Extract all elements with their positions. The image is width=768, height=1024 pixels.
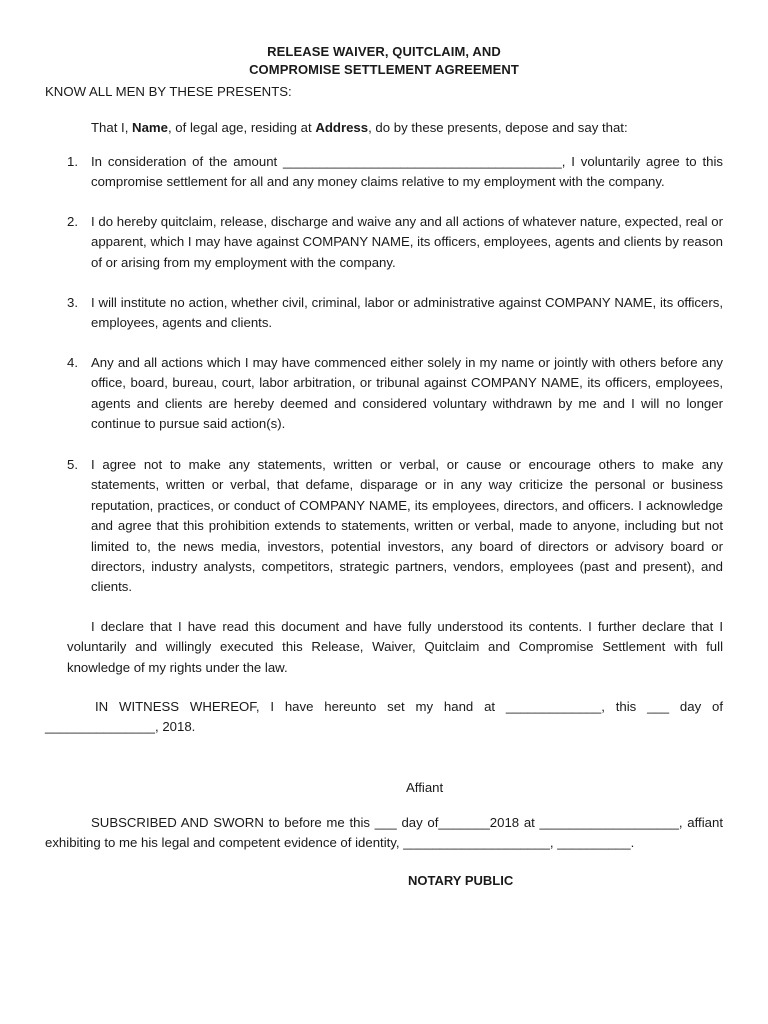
know-all-heading: KNOW ALL MEN BY THESE PRESENTS:: [45, 84, 292, 99]
intro-text-2: , of legal age, residing at: [167, 120, 316, 135]
clause-2: [67, 212, 723, 273]
clause-text: In consideration of the amount ______________________________________, I voluntarily agree to this compromise settlement for all and any money claims relative to my employment with the company.: [91, 154, 723, 190]
clause-number: 4.: [67, 355, 78, 370]
clause-5: [67, 455, 723, 598]
intro-name: Name: [132, 120, 168, 135]
intro-address: Address: [315, 120, 369, 135]
clause-4: [67, 353, 723, 435]
clause-text: I will institute no action, whether civil, criminal, labor or administrative against COMPANY NAME, its officers, employees, agents and clients.: [91, 295, 723, 331]
document-title-line1: RELEASE WAIVER, QUITCLAIM, AND: [267, 44, 501, 59]
intro-text-3: , do by these presents, depose and say that:: [368, 120, 628, 135]
document-title-line2: COMPROMISE SETTLEMENT AGREEMENT: [249, 62, 519, 77]
affiant-label: Affiant: [406, 780, 444, 795]
clause-text: I do hereby quitclaim, release, discharge and waive any and all actions of whatever nature, expected, real or apparent, which I may have against COMPANY NAME, its officers, employees, agents and clients by reason of or arising from my employment with the company.: [91, 214, 723, 270]
intro-text-1: That I,: [91, 120, 133, 135]
clause-number: 2.: [67, 214, 78, 229]
intro-paragraph: [91, 118, 731, 138]
clause-number: 3.: [67, 295, 78, 310]
clause-text: I agree not to make any statements, written or verbal, or cause or encourage others to make any statements, written or verbal, that defame, disparage or in any way criticize the personal or business reputation, practices, or conduct of COMPANY NAME, its employees, directors, and officers. I acknowledge and agree that this prohibition extends to statements, written or verbal, made to anyone, including but not limited to, the news media, investors, potential investors, any board of directors or advisory board or directors, industry analysts, competitors, strategic partners, vendors, employees (past and present), and clients.: [91, 457, 723, 595]
notary-public-label: NOTARY PUBLIC: [408, 873, 514, 888]
clause-number: 1.: [67, 154, 78, 169]
clause-1: [67, 152, 723, 193]
clause-number: 5.: [67, 457, 78, 472]
declaration-paragraph: I declare that I have read this document and have fully understood its contents. I further declare that I voluntarily and willingly executed this Release, Waiver, Quitclaim and Compromise Settlement with full knowledge of my rights under the law.: [67, 619, 723, 675]
clause-text: Any and all actions which I may have commenced either solely in my name or jointly with others before any office, board, bureau, court, labor arbitration, or tribunal against COMPANY NAME, its officers, employees, agents and clients are hereby deemed and considered voluntary withdrawn by me and I will no longer continue to pursue said action(s).: [91, 355, 723, 432]
witness-paragraph: IN WITNESS WHEREOF, I have hereunto set my hand at _____________, this ___ day of _______________, 2018.: [45, 699, 723, 735]
clause-3: [67, 293, 723, 334]
sworn-paragraph: SUBSCRIBED AND SWORN to before me this ___ day of_______2018 at ___________________, affiant exhibiting to me his legal and competent evidence of identity, ____________________, __________.: [45, 815, 723, 851]
